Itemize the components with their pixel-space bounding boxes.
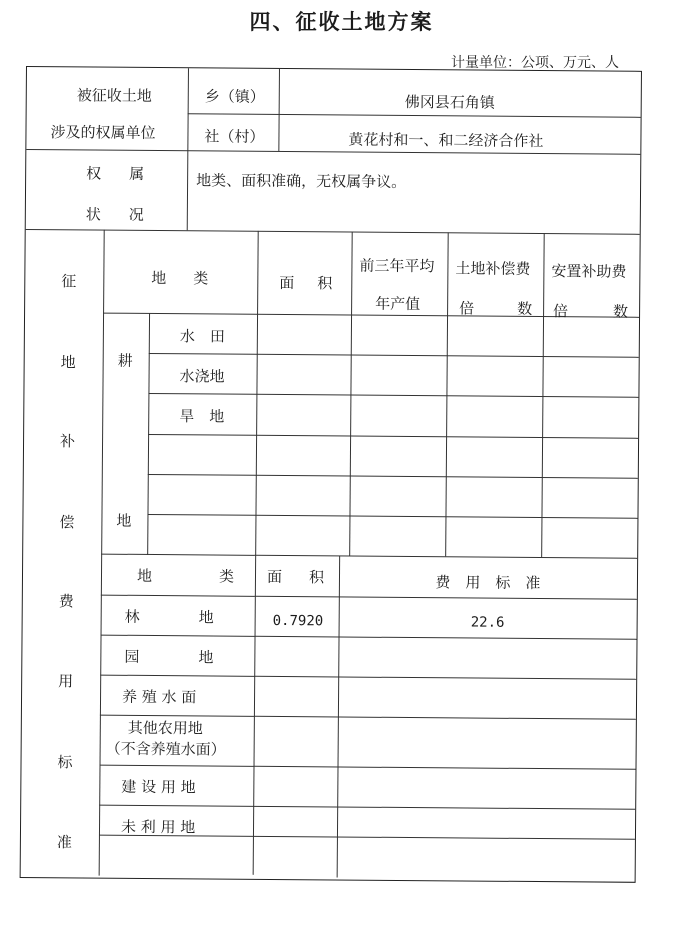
header-comp: 土地补偿费 — [455, 259, 531, 278]
ownership-label: 权 — [86, 164, 102, 183]
side-label-char: 用 — [58, 672, 74, 691]
other-header-area: 积 — [308, 568, 325, 587]
village-label: 社（村） — [204, 127, 265, 146]
grid-line — [253, 231, 259, 875]
forest-label: 林 — [124, 607, 140, 626]
garden-label: 园 — [124, 647, 140, 666]
grid-line — [99, 805, 635, 810]
other-header-land-type: 类 — [218, 567, 235, 586]
grid-line — [148, 474, 638, 479]
forest-standard: 22.6 — [470, 614, 505, 631]
grid-line — [278, 69, 280, 151]
header-land-type: 类 — [193, 269, 209, 288]
header-resettle: 倍 — [553, 302, 569, 321]
grid-line — [187, 68, 189, 230]
village-value: 黄花村和一、和二经济合作社 — [348, 130, 544, 151]
side-label-char: 补 — [59, 432, 76, 451]
garden-label: 地 — [198, 648, 214, 667]
grid-line — [148, 434, 638, 439]
grid-line — [147, 514, 637, 519]
owner-label-line1: 被征收土地 — [76, 86, 152, 105]
cultivated-group-label: 地 — [116, 511, 132, 530]
header-avg-output: 前三年平均 — [359, 256, 435, 276]
ownership-label: 状 — [85, 205, 101, 224]
header-avg-output: 年产值 — [375, 294, 421, 314]
irrigated-label: 水浇地 — [179, 367, 225, 386]
unit-label: 计量单位：公项、万元、人 — [451, 55, 619, 71]
forest-area: 0.7920 — [272, 612, 324, 630]
other-header-standard: 费 用 标 准 — [435, 573, 541, 593]
other-agri-label: 其他农用地 — [127, 718, 203, 738]
header-comp: 倍 — [459, 299, 475, 318]
grid-line — [349, 232, 353, 556]
ownership-value: 地类、面积准确，无权属争议。 — [196, 171, 407, 191]
other-header-land-type: 地 — [136, 566, 153, 586]
grid-line — [100, 765, 636, 770]
township-value: 佛冈县石角镇 — [404, 92, 495, 112]
land-acquisition-table — [20, 66, 642, 883]
header-land-type: 地 — [151, 268, 167, 288]
header-resettle: 安置补助费 — [551, 262, 627, 281]
side-label-char: 准 — [56, 833, 72, 852]
grid-line — [148, 393, 638, 398]
grid-line — [26, 229, 640, 235]
side-label-char: 费 — [58, 592, 74, 611]
ownership-label: 属 — [129, 164, 145, 183]
side-label-char: 地 — [60, 353, 76, 372]
other-agri-label: （不含养殖水面） — [105, 739, 226, 759]
other-header-area: 面 — [266, 567, 283, 587]
side-label-char: 偿 — [59, 513, 75, 532]
forest-label: 地 — [198, 608, 214, 627]
grid-line — [188, 113, 641, 118]
grid-line — [149, 353, 639, 358]
grid-line — [100, 675, 636, 680]
header-area: 积 — [317, 274, 333, 293]
grid-line — [101, 595, 637, 600]
construction-label: 建 设 用 地 — [121, 777, 196, 797]
header-resettle: 数 — [613, 302, 629, 321]
ownership-label: 况 — [128, 205, 144, 224]
header-area: 面 — [279, 273, 295, 293]
header-comp: 数 — [517, 299, 533, 318]
aquaculture-label: 养 殖 水 面 — [121, 687, 197, 707]
grid-line — [101, 554, 637, 559]
grid-line — [101, 635, 637, 640]
side-label-char: 征 — [61, 272, 77, 291]
unused-label: 未 利 用 地 — [120, 817, 196, 837]
cultivated-group-label: 耕 — [117, 351, 133, 370]
township-label: 乡（镇） — [204, 87, 265, 106]
dryland-label: 旱 地 — [179, 407, 225, 426]
page-title: 四、征收土地方案 — [249, 9, 434, 34]
paddy-label: 水 田 — [179, 327, 225, 346]
owner-label-line2: 涉及的权属单位 — [50, 123, 156, 143]
grid-line — [26, 149, 640, 155]
side-label-char: 标 — [57, 753, 73, 772]
